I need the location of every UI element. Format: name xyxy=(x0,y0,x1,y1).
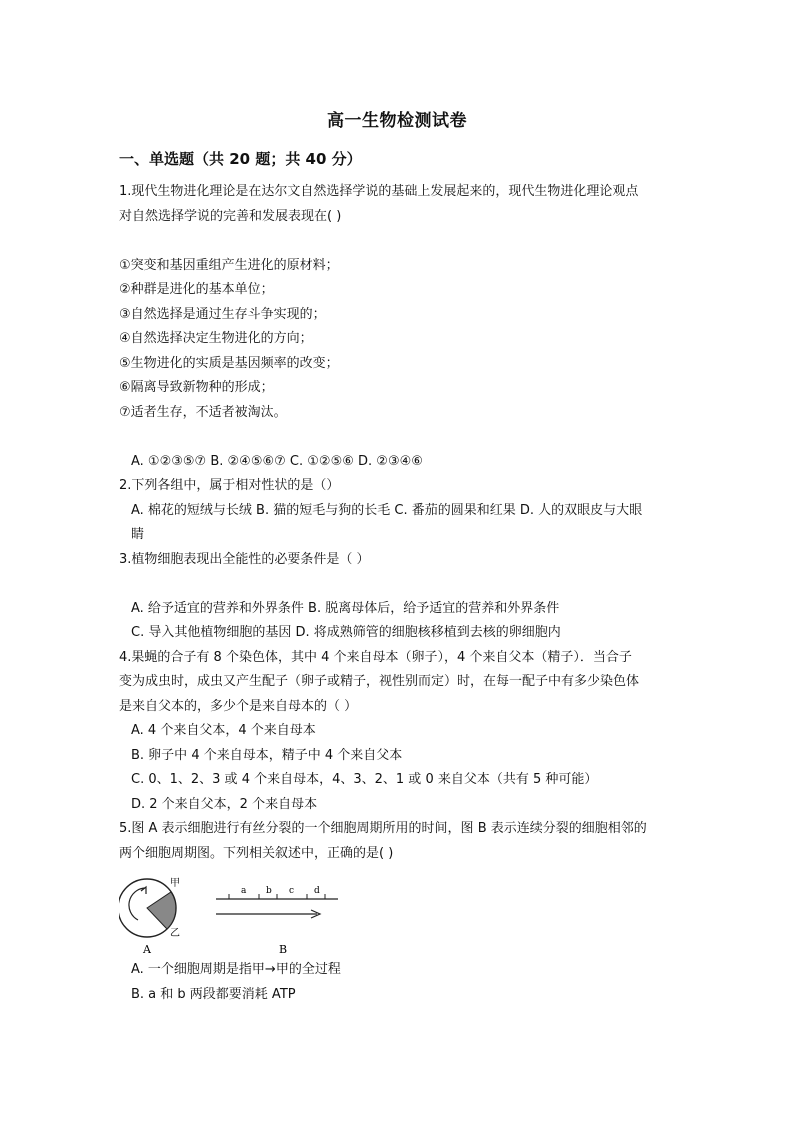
question-1-stem-line-2: 对自然选择学说的完善和发展表现在( ) xyxy=(119,208,342,224)
question-1-item: ⑦适者生存，不适者被淘汰。 xyxy=(119,404,287,420)
division-sector xyxy=(147,892,176,929)
question-3-options-line-2: C. 导入其他植物细胞的基因 D. 将成熟筛管的细胞核移植到去核的卵细胞内 xyxy=(131,625,561,640)
spacer xyxy=(119,572,679,597)
question-1-item: ⑤生物进化的实质是基因频率的改变； xyxy=(119,355,339,371)
question-list xyxy=(119,180,679,1007)
section-heading: 一、单选题（共 20 题；共 40 分） xyxy=(119,150,362,168)
question-4 xyxy=(119,646,679,818)
question-3-options-line-1: A. 给予适宜的营养和外界条件 B. 脱离母体后，给予适宜的营养和外界条件 xyxy=(131,600,560,616)
question-1-item: ④自然选择决定生物进化的方向； xyxy=(119,331,313,346)
spacer xyxy=(119,229,679,254)
figure-b-label: B xyxy=(279,943,288,956)
question-4-stem-line-1: 4.果蝇的合子有 8 个染色体，其中 4 个来自母本（卵子），4 个来自父本（精子）．当合子 xyxy=(119,649,632,665)
cell-cycle-diagram xyxy=(119,870,359,956)
figure-a-label: A xyxy=(143,943,151,956)
question-1-stem-line-1: 1.现代生物进化理论是在达尔文自然选择学说的基础上发展起来的，现代生物进化理论观点 xyxy=(119,184,639,199)
question-4-option-d: D. 2 个来自父本，2 个来自母本 xyxy=(131,796,318,812)
figure-b xyxy=(216,886,338,956)
question-1-options: A. ①②③⑤⑦ B. ②④⑤⑥⑦ C. ①②⑤⑥ D. ②③④⑥ xyxy=(131,453,423,469)
question-3-stem: 3.植物细胞表现出全能性的必要条件是（ ） xyxy=(119,551,370,567)
spacer xyxy=(119,425,679,450)
question-4-stem-line-3: 是来自父本的，多少个是来自母本的（ ） xyxy=(119,698,358,714)
question-3 xyxy=(119,548,679,646)
question-1-item: ①突变和基因重组产生进化的原材料； xyxy=(119,257,339,273)
question-5 xyxy=(119,817,679,1007)
figure-a xyxy=(119,877,180,956)
segment-label-d: d xyxy=(314,886,320,896)
question-4-stem-line-2: 变为成虫时，成虫又产生配子（卵子或精子，视性别而定）时，在每一配子中有多少染色体 xyxy=(119,674,640,689)
label-yi: 乙 xyxy=(170,928,180,939)
question-5-stem-line-2: 两个细胞周期图。下列相关叙述中，正确的是( ) xyxy=(119,845,394,861)
question-4-option-b: B. 卵子中 4 个来自母本，精子中 4 个来自父本 xyxy=(131,747,403,763)
label-jia: 甲 xyxy=(170,878,180,889)
question-1-item: ③自然选择是通过生存斗争实现的； xyxy=(119,306,326,322)
question-1 xyxy=(119,180,679,474)
question-4-option-c: C. 0、1、2、3 或 4 个来自母本，4、3、2、1 或 0 来自父本（共有 5 种可能） xyxy=(131,772,598,787)
page-title: 高一生物检测试卷 xyxy=(327,111,467,131)
question-1-item: ②种群是进化的基本单位； xyxy=(119,282,274,297)
question-1-item: ⑥隔离导致新物种的形成； xyxy=(119,380,274,395)
question-2 xyxy=(119,474,679,548)
question-5-option-b: B. a 和 b 两段都要消耗 ATP xyxy=(131,986,296,1002)
question-2-options-line-1: A. 棉花的短绒与长绒 B. 猫的短毛与狗的长毛 C. 番茄的圆果和红果 D. 人的双眼皮与大眼 xyxy=(131,502,643,518)
question-4-option-a: A. 4 个来自父本，4 个来自母本 xyxy=(131,723,316,738)
question-5-option-a: A. 一个细胞周期是指甲→甲的全过程 xyxy=(131,962,341,977)
segment-label-c: c xyxy=(289,886,295,896)
segment-label-b: b xyxy=(266,886,272,896)
question-5-stem-line-1: 5.图 A 表示细胞进行有丝分裂的一个细胞周期所用的时间，图 B 表示连续分裂的细胞相邻的 xyxy=(119,821,647,836)
segment-label-a: a xyxy=(241,886,247,896)
question-2-stem: 2.下列各组中，属于相对性状的是（） xyxy=(119,478,340,493)
question-2-options-line-2: 睛 xyxy=(131,527,145,542)
cell-cycle-figure xyxy=(119,870,679,956)
cycle-arrow-arc xyxy=(129,888,145,920)
